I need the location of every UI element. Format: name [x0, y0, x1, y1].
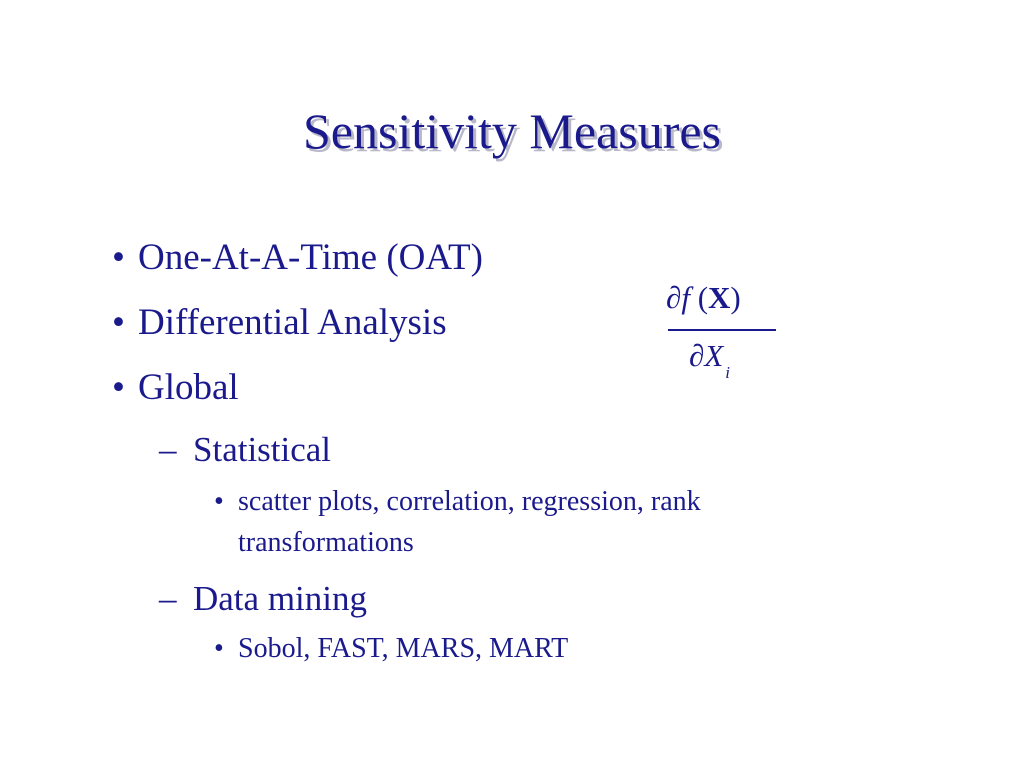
bullet-text: One-At-A-Time (OAT)	[138, 237, 483, 278]
bullet-marker: •	[112, 367, 125, 408]
dash-marker: –	[159, 579, 177, 618]
bullet-marker: •	[112, 302, 125, 343]
variable-x: X	[704, 338, 724, 373]
bullet-text: Differential Analysis	[138, 302, 447, 343]
vector-x: X	[708, 280, 731, 315]
partial-symbol: ∂	[689, 338, 705, 373]
function-symbol: f	[681, 280, 690, 315]
close-paren: )	[730, 280, 741, 315]
bullet-item-global	[112, 368, 239, 409]
bullet-item-oat	[112, 238, 483, 279]
partial-symbol: ∂	[666, 280, 682, 315]
sub-item-statistical	[159, 431, 331, 470]
bullet-item-differential-analysis	[112, 303, 447, 344]
open-paren: (	[689, 280, 709, 315]
sub-sub-item-text: Sobol, FAST, MARS, MART	[238, 633, 569, 664]
dash-marker: –	[159, 430, 177, 469]
subscript-i: i	[725, 363, 730, 382]
sub-sub-item-statistical-methods	[214, 487, 701, 518]
bullet-marker: •	[214, 486, 224, 517]
sub-sub-item-text: scatter plots, correlation, regression, rank	[238, 486, 701, 517]
sub-item-text: Statistical	[193, 430, 332, 469]
formula-numerator	[666, 282, 741, 313]
sub-sub-item-data-mining-methods	[214, 634, 568, 665]
slide-title: Sensitivity Measures	[302, 103, 722, 159]
partial-derivative-formula	[660, 282, 785, 392]
sub-sub-item-continuation: transformations	[238, 527, 414, 558]
sub-item-text: Data mining	[193, 579, 367, 618]
bullet-marker: •	[214, 633, 224, 664]
fraction-bar	[668, 329, 776, 331]
bullet-marker: •	[112, 237, 125, 278]
bullet-text: Global	[138, 367, 239, 408]
formula-denominator	[689, 338, 730, 382]
sub-item-data-mining	[159, 580, 367, 619]
